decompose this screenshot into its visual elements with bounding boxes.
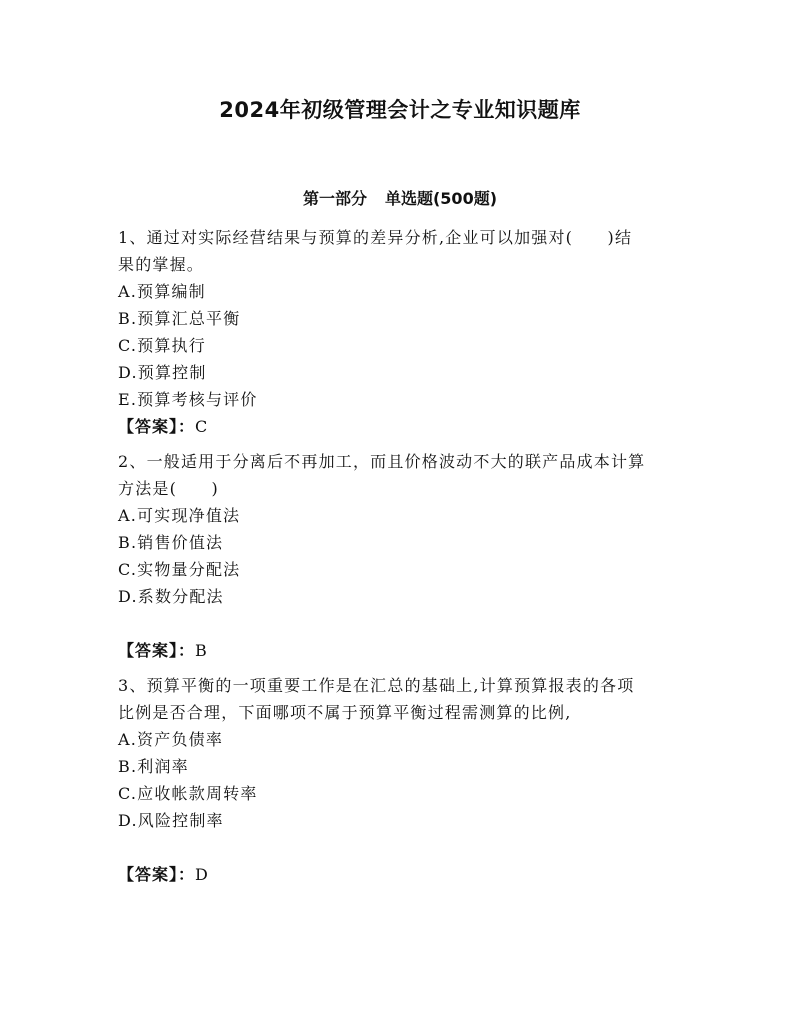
answer-line	[118, 861, 688, 888]
option-b: B.销售价值法	[118, 533, 224, 552]
question-text-line: 2、一般适用于分离后不再加工，而且价格波动不大的联产品成本计算	[118, 452, 646, 471]
answer-value: C	[195, 417, 209, 436]
answer-label: 【答案】：	[118, 417, 196, 436]
option-c: C.预算执行	[118, 336, 206, 355]
option-b: B.利润率	[118, 757, 189, 776]
option-c: C.应收帐款周转率	[118, 784, 258, 803]
option-d: D.预算控制	[118, 363, 207, 382]
answer-value: B	[195, 641, 208, 660]
option-e: E.预算考核与评价	[118, 390, 258, 409]
option-a: A.预算编制	[118, 282, 206, 301]
section-name: 单选题(500题)	[384, 189, 498, 208]
question-text-line: 方法是( )	[118, 479, 219, 498]
option-b: B.预算汇总平衡	[118, 309, 241, 328]
question-1	[118, 224, 688, 440]
answer-line	[118, 413, 688, 440]
question-list	[118, 224, 688, 888]
question-2	[118, 448, 688, 664]
question-3	[118, 672, 688, 888]
question-text-line: 比例是否合理，下面哪项不属于预算平衡过程需测算的比例,	[118, 703, 572, 722]
option-d: D.系数分配法	[118, 587, 224, 606]
answer-line	[118, 637, 688, 664]
question-text-line: 3、预算平衡的一项重要工作是在汇总的基础上,计算预算报表的各项	[118, 676, 635, 695]
answer-label: 【答案】：	[118, 641, 196, 660]
question-text-line: 果的掌握。	[118, 255, 205, 274]
answer-label: 【答案】：	[118, 865, 196, 884]
option-d: D.风险控制率	[118, 811, 224, 830]
option-c: C.实物量分配法	[118, 560, 241, 579]
answer-value: D	[195, 865, 209, 884]
section-part: 第一部分	[302, 189, 367, 208]
section-heading	[0, 186, 800, 209]
option-a: A.资产负债率	[118, 730, 224, 749]
option-a: A.可实现净值法	[118, 506, 241, 525]
document-title: 2024年初级管理会计之专业知识题库	[219, 98, 581, 122]
question-text-line: 1、通过对实际经营结果与预算的差异分析,企业可以加强对( )结	[118, 228, 633, 247]
